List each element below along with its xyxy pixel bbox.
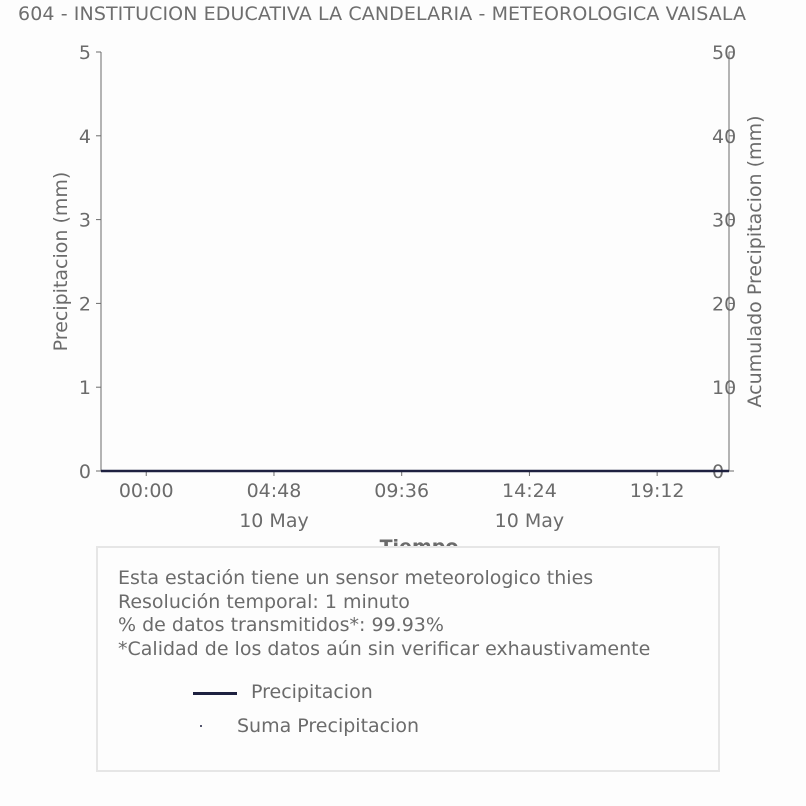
x-tick-label: 09:36: [374, 480, 430, 502]
y-right-tick-label: 10: [712, 377, 737, 400]
y-left-tick-label: 2: [78, 293, 91, 316]
chart-title: 604 - INSTITUCION EDUCATIVA LA CANDELARIA - METEOROLOGICA VAISALA: [18, 3, 747, 25]
legend-label-suma-precipitacion: Suma Precipitacion: [237, 715, 420, 737]
y-right-axis-label: Acumulado Precipitacion (mm): [744, 115, 766, 408]
y-right-tick-label: 40: [712, 125, 737, 148]
y-left-tick-label: 1: [78, 377, 91, 400]
y-right-tick-label: 0: [712, 461, 725, 483]
x-tick-date-label: 10 May: [494, 510, 565, 532]
y-right-tick-label: 30: [712, 209, 737, 232]
info-line-sensor: Esta estación tiene un sensor meteorologico thies: [118, 567, 594, 589]
y-left-tick-label: 4: [78, 125, 91, 148]
x-tick-label: 19:12: [629, 480, 685, 502]
x-tick-label: 00:00: [118, 480, 174, 502]
info-legend-box: [96, 546, 720, 772]
info-line-quality-note: *Calidad de los datos aún sin verificar exhaustivamente: [118, 637, 651, 660]
x-tick-date-label: 10 May: [239, 510, 309, 532]
legend-label-precipitacion: Precipitacion: [251, 681, 373, 703]
y-right-tick-label: 20: [712, 293, 737, 316]
y-left-tick-label: 0: [78, 461, 91, 483]
legend-line-marker: [193, 692, 237, 695]
x-tick-label: 14:24: [502, 480, 557, 502]
info-line-resolution: Resolución temporal: 1 minuto: [118, 590, 410, 613]
y-right-tick-label: 50: [712, 42, 737, 64]
y-left-tick-label: 5: [78, 42, 91, 64]
info-line-transmitted: % de datos transmitidos*: 99.93%: [118, 614, 444, 636]
y-left-tick-label: 3: [78, 209, 91, 232]
y-left-axis-label: Precipitacion (mm): [50, 171, 72, 352]
info-text: [118, 567, 650, 661]
legend-dot-marker: [200, 725, 202, 727]
x-tick-label: 04:48: [246, 480, 302, 502]
